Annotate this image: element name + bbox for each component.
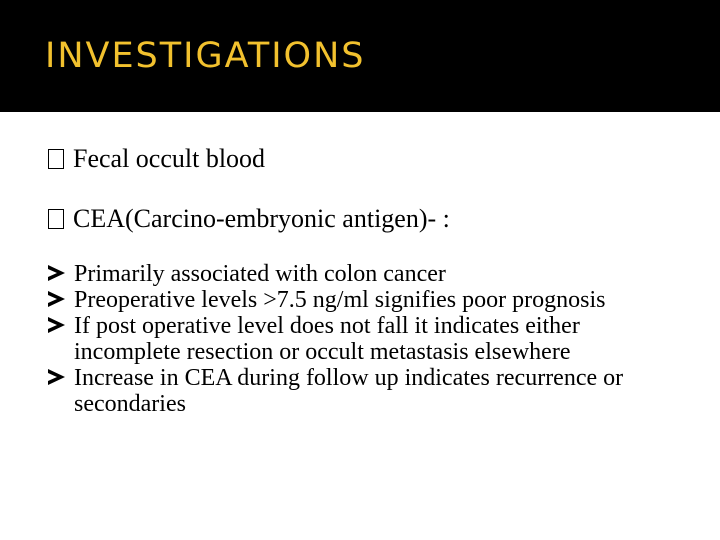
sub-bullet-text: If post operative level does not fall it indicates either incomplete resection or occult metastasis elsewhere [74,313,580,365]
sub-bullet-item [48,313,688,365]
bullet-text: CEA(Carcino-embryonic antigen)- : [73,204,450,233]
cea-sub-list [48,261,688,417]
checkbox-bullet-icon [48,209,64,229]
title-bar [0,0,720,112]
bullet-text: Fecal occult blood [73,144,266,173]
arrow-bullet-icon [48,317,65,333]
sub-bullet-text: Preoperative levels >7.5 ng/ml signifies poor prognosis [74,287,606,313]
arrow-bullet-icon [48,291,65,307]
bullet-item-fecal-occult-blood [48,144,265,174]
arrow-bullet-icon [48,369,65,385]
arrow-bullet-icon [48,265,65,281]
sub-bullet-item [48,287,688,313]
bullet-item-cea [48,204,450,234]
sub-bullet-item [48,365,688,417]
sub-bullet-text: Primarily associated with colon cancer [74,261,446,287]
sub-bullet-item [48,261,688,287]
checkbox-bullet-icon [48,149,64,169]
sub-bullet-text: Increase in CEA during follow up indicates recurrence or secondaries [74,365,624,417]
slide-title: INVESTIGATIONS [45,36,366,76]
